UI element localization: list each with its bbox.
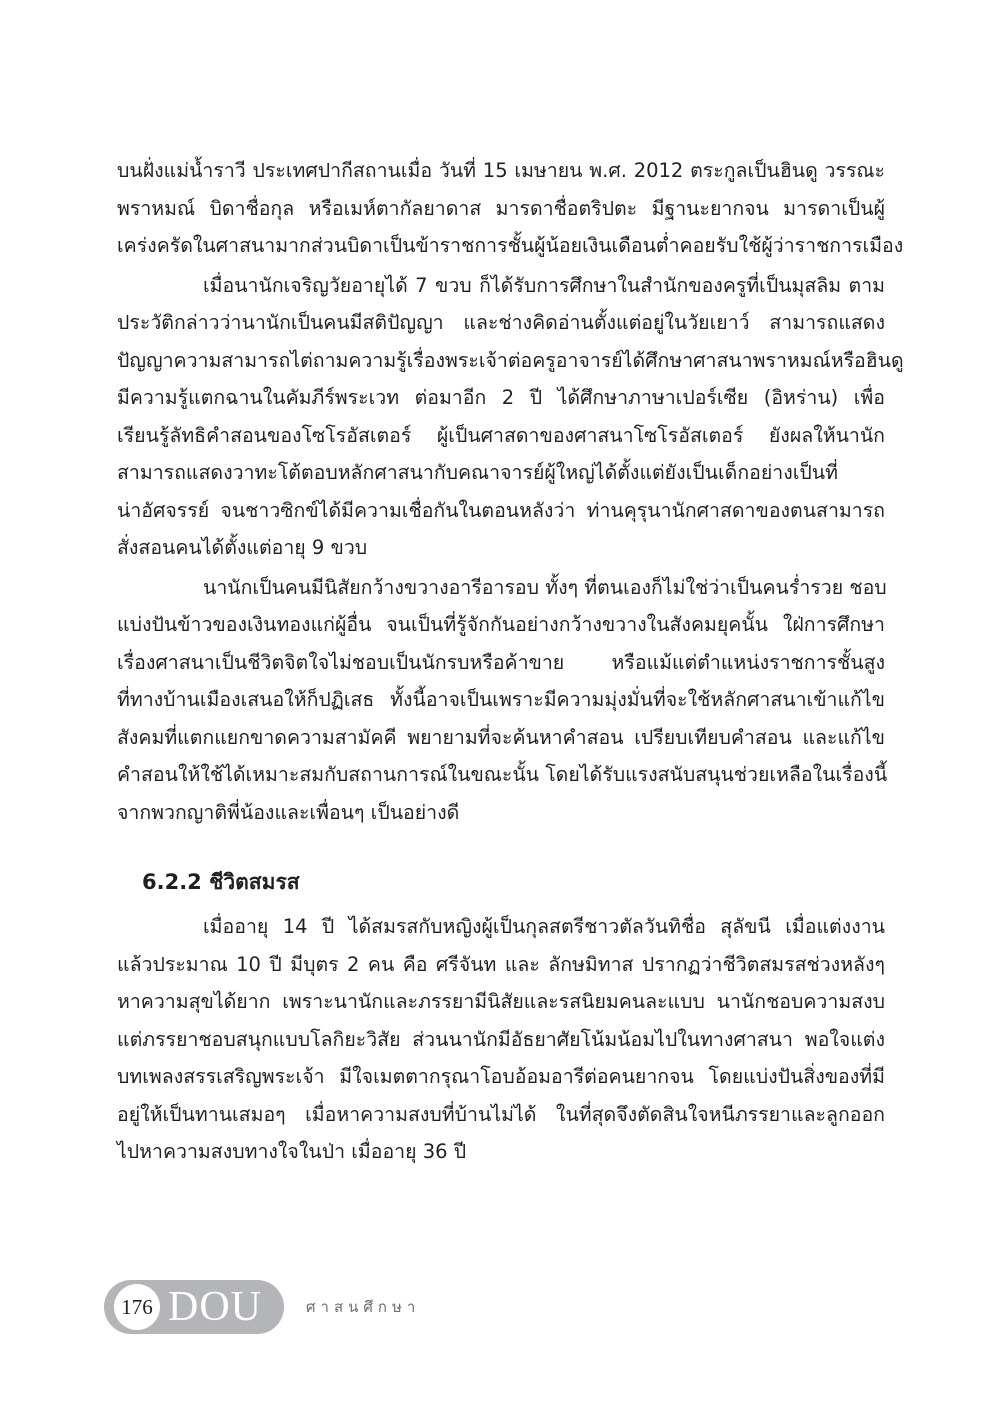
text-line: มีความรู้แตกฉานในคัมภีร์พระเวท ต่อมาอีก 2 ปี ได้ศึกษาภาษาเปอร์เซีย (อิหร่าน) เพื่อ bbox=[117, 386, 885, 409]
text-line: สามารถแสดงวาทะโต้ตอบหลักศาสนากับคณาจารย์ผู้ใหญ่ได้ตั้งแต่ยังเป็นเด็กอย่างเป็นที่ bbox=[117, 461, 838, 484]
text-line: น่าอัศจรรย์ จนชาวซิกข์ได้มีความเชื่อกันในตอนหลังว่า ท่านคุรุนานักศาสดาของตนสามารถ bbox=[117, 498, 885, 522]
text-line: จากพวกญาติพี่น้องและเพื่อนๆ เป็นอย่างดี bbox=[117, 800, 460, 824]
text-line: หาความสุขได้ยาก เพราะนานักและภรรยามีนิสัยและรสนิยมคนละแบบ นานักชอบความสงบ bbox=[117, 990, 885, 1013]
text-line: ปัญญาความสามารถไต่ถามความรู้เรื่องพระเจ้าต่อครูอาจารย์ได้ศึกษาศาสนาพราหมณ์หรือฮินดู bbox=[117, 348, 904, 372]
text-line: พราหมณ์ บิดาชื่อกุล หรือเมห์ตากัลยาดาส มารดาชื่อตริปตะ มีฐานะยากจน มารดาเป็นผู้ bbox=[117, 196, 885, 220]
paragraph-1 bbox=[117, 152, 904, 265]
text-line: นานักเป็นคนมีนิสัยกว้างขวางอารีอารอบ ทั้งๆ ที่ตนเองก็ไม่ใช่ว่าเป็นคนร่ำรวย ชอบ bbox=[203, 575, 887, 599]
text-line: เมื่ออายุ 14 ปี ได้สมรสกับหญิงผู้เป็นกุลสตรีชาวตัลวันทิชื่อ สุลัขนี เมื่อแต่งงาน bbox=[203, 915, 885, 938]
text-line: คำสอนให้ใช้ได้เหมาะสมกับสถานการณ์ในขณะนั้น โดยได้รับแรงสนับสนุนช่วยเหลือในเรื่องนี้ bbox=[117, 763, 888, 786]
paragraph-3 bbox=[117, 569, 888, 832]
paragraph-4 bbox=[117, 908, 885, 1171]
text-line: ประวัติกล่าวว่านานักเป็นคนมีสติปัญญา และช่างคิดอ่านตั้งแต่อยู่ในวัยเยาว์ สามารถแสดง bbox=[117, 311, 885, 334]
footer-subject: ศาสนศึกษา bbox=[306, 1298, 421, 1316]
text-line: แล้วประมาณ 10 ปี มีบุตร 2 คน คือ ศรีจันท และ ลักษมิทาส ปรากฏว่าชีวิตสมรสช่วงหลังๆ bbox=[117, 952, 885, 976]
text-line: แต่ภรรยาชอบสนุกแบบโลกิยะวิสัย ส่วนนานักมีอัธยาศัยโน้มน้อมไปในทางศาสนา พอใจแต่ง bbox=[117, 1027, 885, 1051]
text-line: สั่งสอนคนได้ตั้งแต่อายุ 9 ขวบ bbox=[117, 536, 368, 559]
text-line: สังคมที่แตกแยกขาดความสามัคคี พยายามที่จะค้นหาคำสอน เปรียบเทียบคำสอน และแก้ไข bbox=[117, 725, 885, 749]
text-line: เมื่อนานักเจริญวัยอายุได้ 7 ขวบ ก็ได้รับการศึกษาในสำนักของครูที่เป็นมุสลิม ตาม bbox=[203, 273, 885, 297]
text-line: บทเพลงสรรเสริญพระเจ้า มีใจเมตตากรุณาโอบอ้อมอารีต่อคนยากจน โดยแบ่งปันสิ่งของที่มี bbox=[117, 1065, 885, 1088]
page-number: 176 bbox=[114, 1284, 160, 1330]
text-line: แบ่งปันข้าวของเงินทองแก่ผู้อื่น จนเป็นที่รู้จักกันอย่างกว้างขวางในสังคมยุคนั้น ใฝ่การศึกษา bbox=[117, 613, 885, 636]
dou-logo: DOU bbox=[168, 1284, 262, 1330]
section-heading: 6.2.2 ชีวิตสมรส bbox=[142, 870, 300, 894]
text-line: เรื่องศาสนาเป็นชีวิตจิตใจไม่ชอบเป็นนักรบหรือค้าขาย หรือแม้แต่ตำแหน่งราชการชั้นสูง bbox=[117, 650, 885, 674]
body-text-section-2 bbox=[117, 908, 885, 1171]
text-line: เคร่งครัดในศาสนามากส่วนบิดาเป็นข้าราชการชั้นผู้น้อยเงินเดือนต่ำคอยรับใช้ผู้ว่าราชการเมือง bbox=[117, 234, 904, 257]
paragraph-2 bbox=[117, 267, 904, 567]
text-line: ไปหาความสงบทางใจในป่า เมื่ออายุ 36 ปี bbox=[117, 1140, 467, 1163]
page-footer bbox=[104, 1280, 420, 1334]
footer-badge bbox=[104, 1280, 284, 1334]
text-line: เรียนรู้ลัทธิคำสอนของโซโรอัสเตอร์ ผู้เป็นศาสดาของศาสนาโซโรอัสเตอร์ ยังผลให้นานัก bbox=[117, 423, 885, 447]
text-line: ที่ทางบ้านเมืองเสนอให้ก็ปฏิเสธ ทั้งนี้อาจเป็นเพราะมีความมุ่งมั่นที่จะใช้หลักศาสนาเข้าแก้ไข bbox=[117, 688, 885, 711]
text-line: อยู่ให้เป็นทานเสมอๆ เมื่อหาความสงบที่บ้านไม่ได้ ในที่สุดจึงตัดสินใจหนีภรรยาและลูกออก bbox=[117, 1102, 885, 1126]
body-text-section-1 bbox=[117, 152, 904, 831]
text-line: บนฝั่งแม่น้ำราวี ประเทศปากีสถานเมื่อ วันที่ 15 เมษายน พ.ศ. 2012 ตระกูลเป็นฮินดู วรรณะ bbox=[117, 159, 885, 182]
